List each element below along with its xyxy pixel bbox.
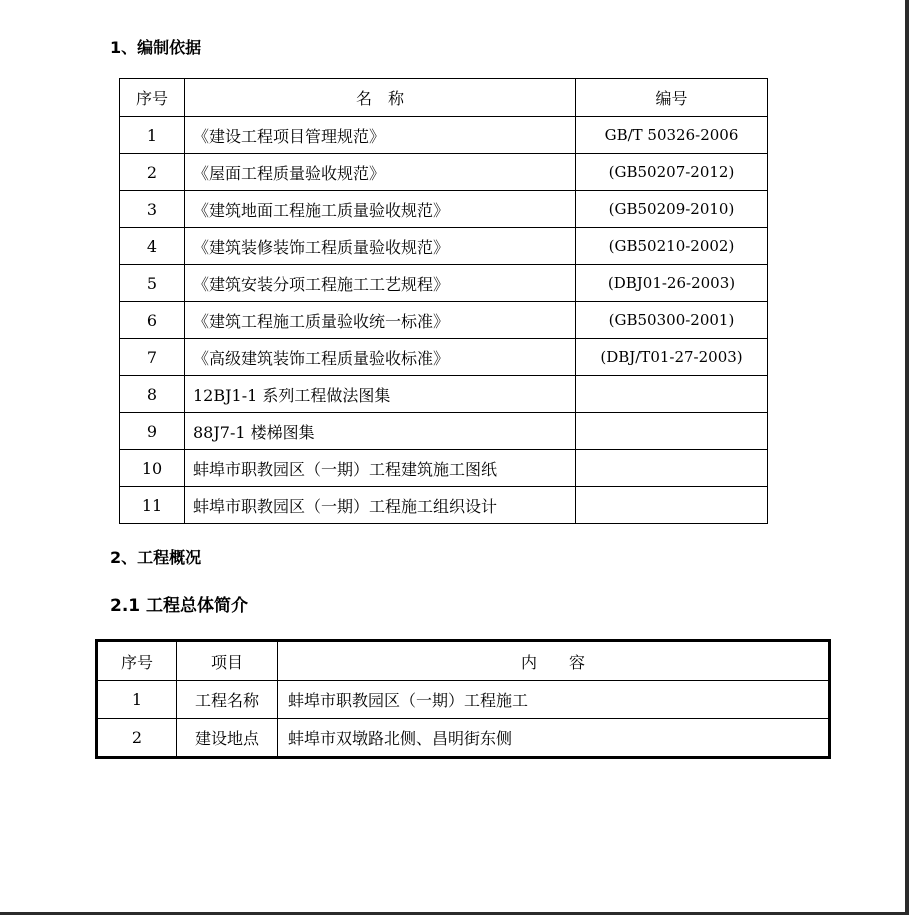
overview-table: [95, 639, 831, 759]
row-number: 11: [120, 487, 185, 524]
document-name: 《屋面工程质量验收规范》: [185, 154, 576, 191]
item-label: 建设地点: [177, 719, 278, 758]
table-row: [97, 719, 830, 758]
table-header-row: [120, 79, 768, 117]
table-row: [97, 681, 830, 719]
document-name: 88J7-1 楼梯图集: [185, 413, 576, 450]
table-row: [120, 265, 768, 302]
table-row: [120, 228, 768, 265]
document-code: [576, 376, 768, 413]
table-row: [120, 302, 768, 339]
document-name: 《建筑装修装饰工程质量验收规范》: [185, 228, 576, 265]
document-code: [576, 413, 768, 450]
header-code: 编号: [576, 79, 768, 117]
section-heading-basis: 1、编制依据: [110, 38, 202, 57]
header-no: 序号: [97, 641, 177, 681]
document-name: 蚌埠市职教园区（一期）工程施工组织设计: [185, 487, 576, 524]
table-row: [120, 487, 768, 524]
document-code: [576, 487, 768, 524]
document-code: (DBJ01-26-2003): [576, 265, 768, 302]
header-item: 项目: [177, 641, 278, 681]
header-name: 名 称: [185, 79, 576, 117]
table-row: [120, 191, 768, 228]
item-content: 蚌埠市职教园区（一期）工程施工: [278, 681, 830, 719]
document-code: [576, 450, 768, 487]
document-name: 《高级建筑装饰工程质量验收标准》: [185, 339, 576, 376]
table-row: [120, 339, 768, 376]
table-row: [120, 117, 768, 154]
table-row: [120, 376, 768, 413]
document-name: 《建筑地面工程施工质量验收规范》: [185, 191, 576, 228]
document-code: (GB50207-2012): [576, 154, 768, 191]
basis-table: [119, 78, 768, 524]
document-name: 12BJ1-1 系列工程做法图集: [185, 376, 576, 413]
document-name: 《建筑安装分项工程施工工艺规程》: [185, 265, 576, 302]
row-number: 7: [120, 339, 185, 376]
section-heading-overview: 2、工程概况: [110, 548, 202, 567]
subsection-heading-summary: 2.1 工程总体简介: [110, 596, 249, 616]
document-code: (GB50210-2002): [576, 228, 768, 265]
document-code: (DBJ/T01-27-2003): [576, 339, 768, 376]
document-code: GB/T 50326-2006: [576, 117, 768, 154]
document-name: 《建筑工程施工质量验收统一标准》: [185, 302, 576, 339]
item-label: 工程名称: [177, 681, 278, 719]
row-number: 1: [97, 681, 177, 719]
document-name: 蚌埠市职教园区（一期）工程建筑施工图纸: [185, 450, 576, 487]
row-number: 8: [120, 376, 185, 413]
row-number: 2: [97, 719, 177, 758]
document-code: (GB50300-2001): [576, 302, 768, 339]
table-header-row: [97, 641, 830, 681]
item-content: 蚌埠市双墩路北侧、昌明街东侧: [278, 719, 830, 758]
table-row: [120, 450, 768, 487]
row-number: 9: [120, 413, 185, 450]
table-row: [120, 154, 768, 191]
header-content: 内 容: [278, 641, 830, 681]
document-code: (GB50209-2010): [576, 191, 768, 228]
row-number: 1: [120, 117, 185, 154]
document-name: 《建设工程项目管理规范》: [185, 117, 576, 154]
row-number: 6: [120, 302, 185, 339]
row-number: 4: [120, 228, 185, 265]
page-edge-right: [905, 0, 909, 915]
table-row: [120, 413, 768, 450]
row-number: 2: [120, 154, 185, 191]
row-number: 10: [120, 450, 185, 487]
row-number: 3: [120, 191, 185, 228]
header-no: 序号: [120, 79, 185, 117]
row-number: 5: [120, 265, 185, 302]
